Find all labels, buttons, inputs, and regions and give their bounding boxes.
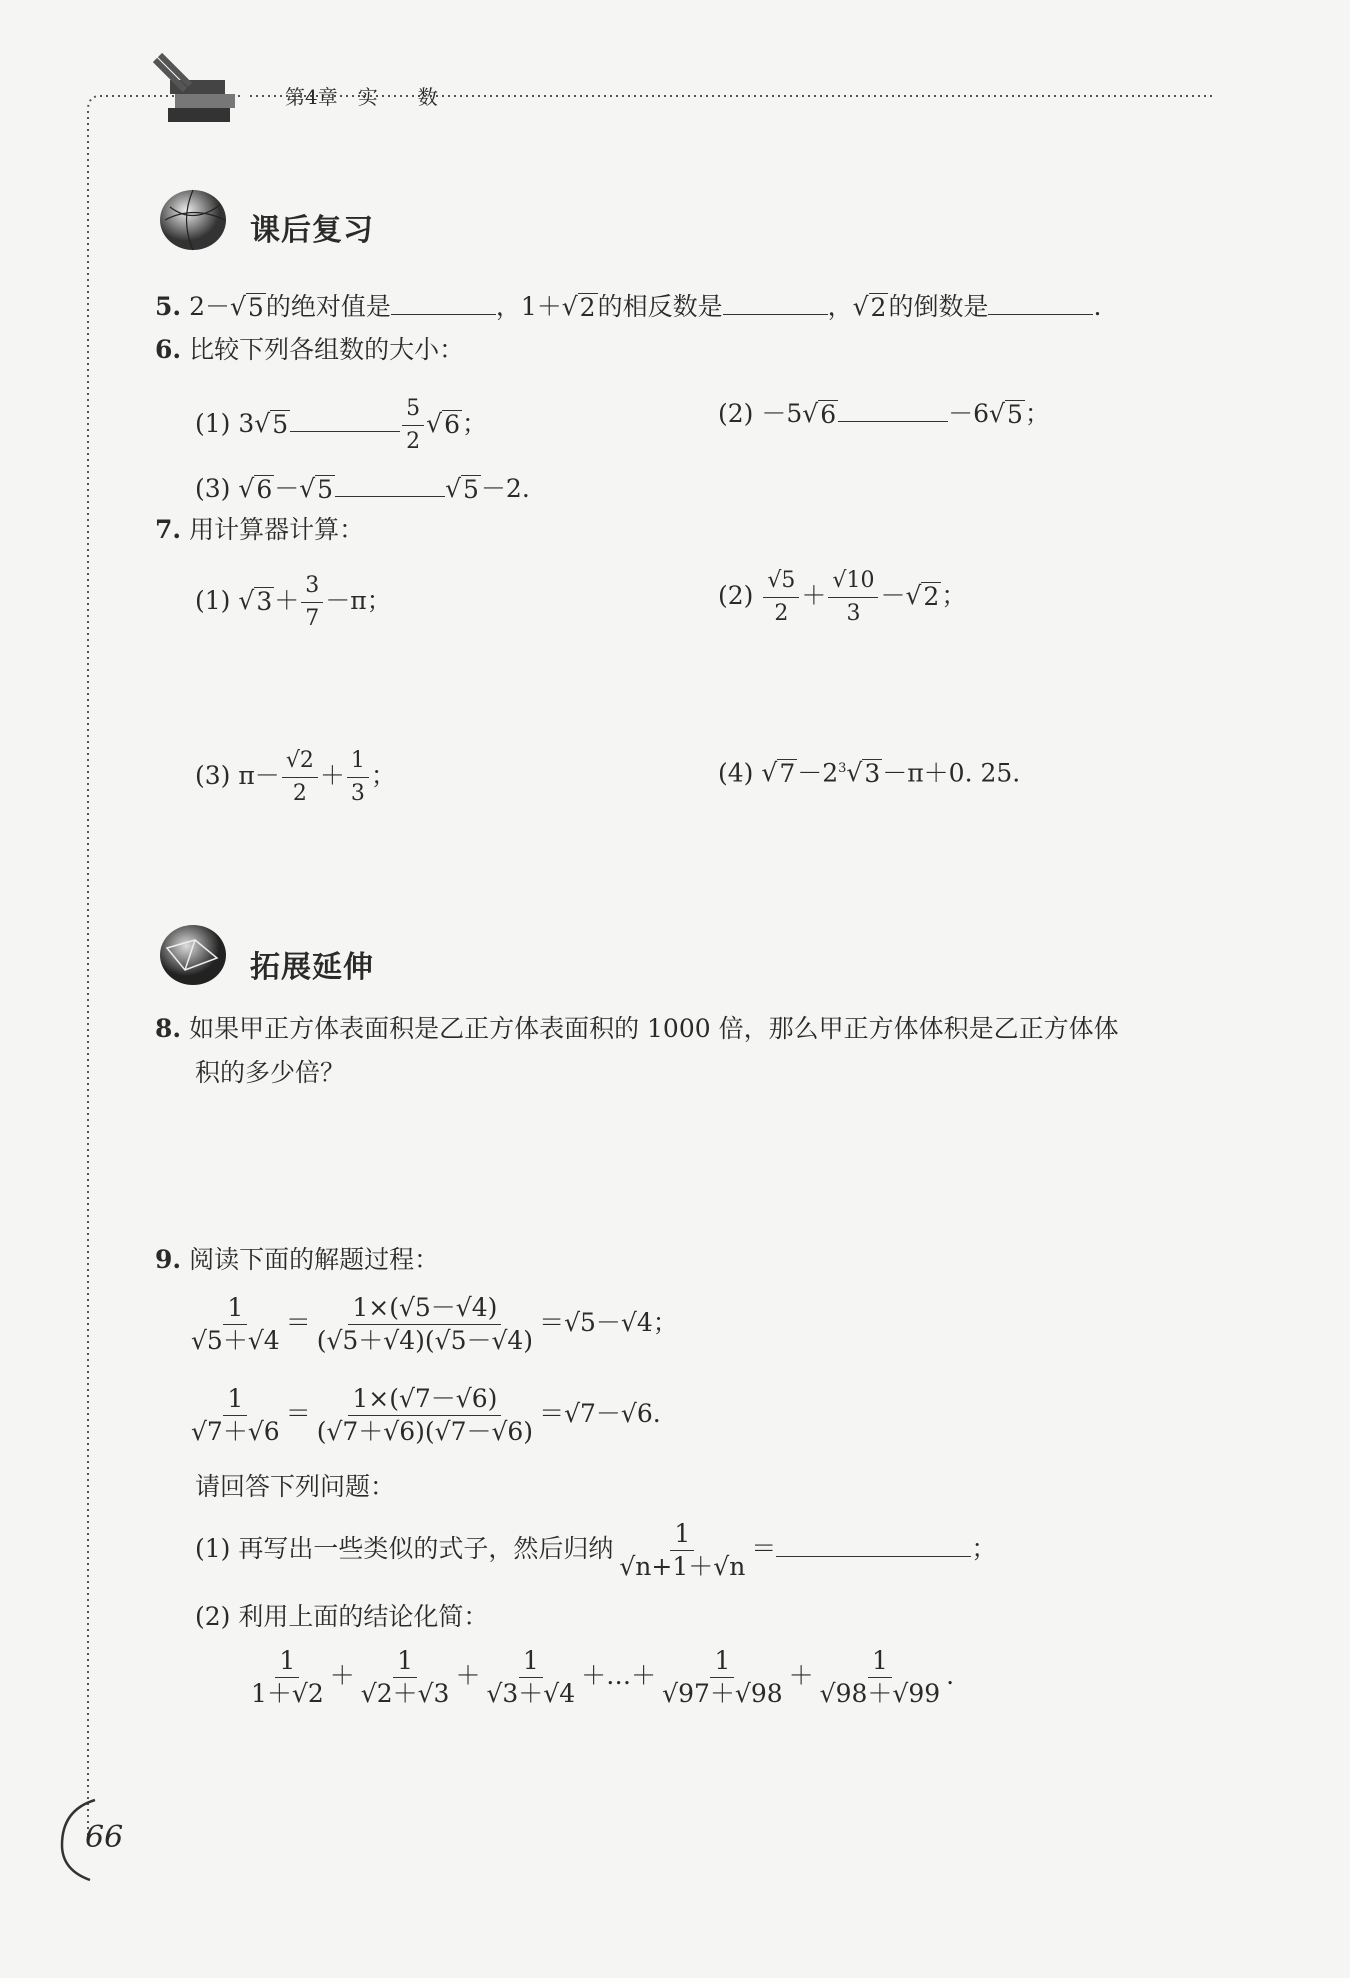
answer-blank[interactable]: [290, 403, 400, 432]
answer-blank[interactable]: [335, 468, 445, 497]
section-title-review: 课后复习: [250, 213, 374, 248]
answer-blank[interactable]: [776, 1528, 971, 1557]
answer-blank[interactable]: [723, 286, 828, 315]
q9-sub-2: (2) 利用上面的结论化简：: [195, 1602, 489, 1631]
q6-part-3: (3) √ 6 － √ 5 √ 5 －2.: [195, 468, 530, 506]
q6-part-2: (2) －5 √ 6 －6 √ 5 ；: [718, 393, 1050, 431]
question-5: 5. 2－ √ 5 的绝对值是 ，1＋ √ 2 的相反数是 ， √ 2 的倒数是 .: [155, 286, 1101, 324]
q9-sub-1: (1) 再写出一些类似的式子，然后归纳 $\frac{1}{√n+1+√n}$ ＝ ；: [195, 1519, 997, 1581]
question-7: 7. 用计算器计算：: [155, 515, 365, 544]
question-6: 6. 比较下列各组数的大小：: [155, 335, 465, 364]
q7-part-2: (2) $\frac{√5}{2}$ ＋ $\frac{√10}{3}$ － √ 2 ；: [718, 565, 966, 630]
question-8: 8. 如果甲正方体表面积是乙正方体表面积的 1000 倍，那么甲正方体体积是乙正方体体: [155, 1014, 1119, 1043]
answer-blank[interactable]: [988, 286, 1093, 315]
answer-blank[interactable]: [838, 393, 948, 422]
globe-icon: [155, 185, 235, 255]
q9-ask: 请回答下列问题：: [195, 1472, 396, 1501]
section-title-extension: 拓展延伸: [250, 950, 374, 985]
page-number: 66: [85, 1820, 124, 1855]
q9-example-1: $\frac{1}{√5+√4}$ ＝ $\frac{1\times(√5-√4)}{(√5+√4)(√5-√4)}$ ＝√5－√4；: [191, 1293, 678, 1355]
question-9: 9. 阅读下面的解题过程：: [155, 1245, 440, 1274]
books-logo-icon: [150, 50, 250, 130]
q7-part-1: (1) √ 3 ＋ $\frac{3}{7}$ －π；: [195, 570, 392, 635]
globe-network-icon: [155, 920, 235, 990]
chapter-header: 第4章 实 数: [285, 85, 438, 109]
q7-part-3: (3) π－ $\frac{√2}{2}$ ＋ $\frac{1}{3}$ ；: [195, 745, 396, 810]
q6-part-1: (1) 3 √ 5 $\frac{5}{2}$ √ 6 ；: [195, 393, 487, 458]
q9-example-2: $\frac{1}{√7+√6}$ ＝ $\frac{1\times(√7-√6)}{(√7+√6)(√7-√6)}$ ＝√7－√6.: [191, 1384, 661, 1446]
q9-sum-expression: $\frac{1}{1+√2}$ ＋ $\frac{1}{√2+√3}$ ＋ $\frac{1}{√3+√4}$ ＋…＋ $\frac{1}{√97+√98}$ ＋ $\frac{1}{√98+√99}$ .: [251, 1646, 955, 1708]
answer-blank[interactable]: [391, 286, 496, 315]
q7-part-4: (4) √ 7 $-2^3$ √ 3 －π＋0. 25.: [718, 758, 1021, 789]
question-8-line-2: 积的多少倍？: [195, 1058, 346, 1087]
